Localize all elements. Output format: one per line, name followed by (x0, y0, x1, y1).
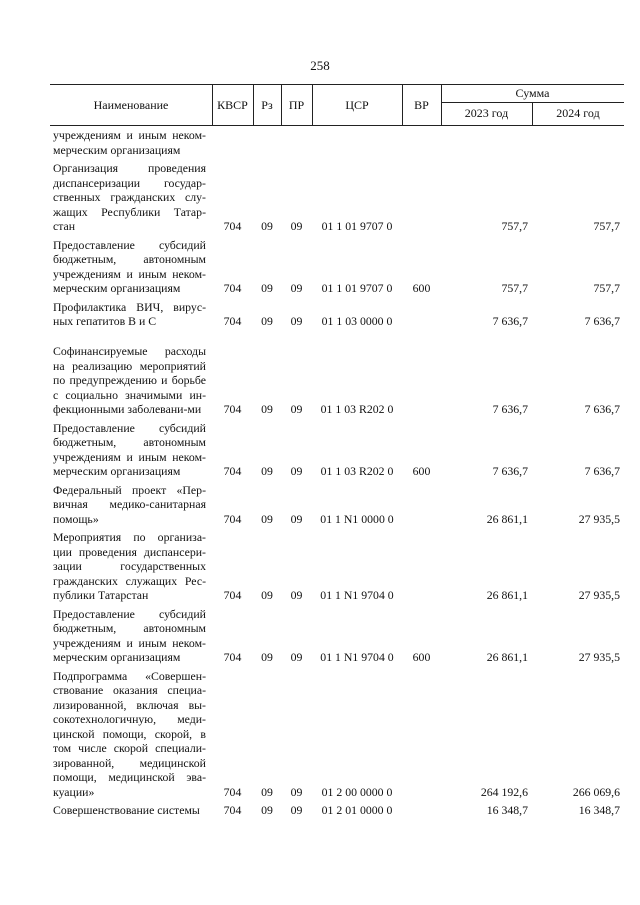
row-rz: 09 (261, 588, 273, 602)
row-csr: 01 2 01 0000 0 (321, 803, 393, 817)
table-row (50, 607, 624, 669)
row-csr: 01 1 N1 9704 0 (320, 650, 394, 664)
row-sum-2024: 27 935,5 (578, 588, 620, 602)
row-sum-2023 (441, 126, 532, 161)
table-row (50, 300, 624, 333)
table-row (50, 126, 624, 161)
row-rz: 09 (261, 803, 273, 817)
row-pr: 09 (290, 803, 303, 817)
row-csr: 01 1 03 R202 0 (320, 464, 394, 478)
table-header (50, 84, 624, 126)
table-row (50, 669, 624, 804)
row-sum-2024: 27 935,5 (578, 511, 620, 526)
row-rz: 09 (261, 402, 273, 416)
row-name: Предоставление субсидий бюджетным, автономным учреждениям и иным неком-мерческим организациям (53, 420, 206, 478)
row-sum-2023: 26 861,1 (486, 650, 528, 664)
row-csr: 01 1 N1 9704 0 (320, 588, 394, 602)
table-row (50, 530, 624, 607)
row-sum-2023: 7 636,7 (492, 464, 528, 478)
row-pr (281, 126, 312, 161)
budget-table (50, 126, 624, 823)
row-rz: 09 (261, 281, 273, 295)
row-rz: 09 (261, 650, 273, 664)
row-csr: 01 1 01 9707 0 (321, 219, 393, 233)
row-pr: 09 (290, 314, 303, 328)
header-pr: ПР (288, 97, 305, 112)
row-vr (402, 161, 441, 238)
row-sum-2023: 7 636,7 (492, 314, 528, 328)
row-name: учреждениям и иным неком-мерческим организациям (53, 128, 206, 157)
header-rz: Рз (261, 97, 273, 112)
row-csr: 01 1 03 R202 0 (320, 402, 394, 416)
row-kvsr: 704 (223, 511, 242, 526)
row-kvsr: 704 (223, 784, 242, 799)
row-name: Мероприятия по организа-ции проведения диспансери-зации государственных гражданских служащих Рес-публики Татарстан (53, 530, 206, 602)
row-rz: 09 (261, 464, 273, 478)
row-pr: 09 (290, 464, 303, 478)
row-pr: 09 (290, 281, 303, 295)
row-sum-2023: 26 861,1 (486, 511, 528, 526)
row-kvsr: 704 (223, 650, 242, 664)
row-vr: 600 (412, 464, 431, 478)
row-kvsr (212, 126, 253, 161)
row-name: Профилактика ВИЧ, вирус-ных гепатитов В и С (53, 299, 206, 328)
header-year-2023: 2023 год (464, 106, 509, 120)
row-vr (402, 669, 441, 804)
row-name: Софинансируемые расходы на реализацию мероприятий по предупреждению и борьбе с социально значимыми ин-фекционными заболевани-ми (53, 344, 206, 416)
row-sum-2024: 7 636,7 (584, 402, 620, 416)
row-kvsr: 704 (223, 281, 242, 295)
table-row (50, 238, 624, 300)
table-row (50, 333, 624, 421)
row-sum-2023: 757,7 (501, 281, 528, 295)
row-kvsr: 704 (223, 588, 242, 602)
row-csr: 01 1 01 9707 0 (321, 281, 393, 295)
row-sum-2024: 27 935,5 (578, 650, 620, 664)
row-sum-2023: 264 192,6 (480, 784, 528, 799)
row-rz (253, 126, 281, 161)
header-year-2024: 2024 год (556, 106, 600, 120)
row-sum-2024: 757,7 (593, 281, 620, 295)
row-vr (402, 483, 441, 531)
row-sum-2023: 7 636,7 (492, 402, 528, 416)
row-rz: 09 (261, 219, 273, 233)
row-pr: 09 (290, 219, 303, 233)
row-sum-2024: 7 636,7 (584, 314, 620, 328)
page-number: 258 (310, 58, 330, 73)
row-sum-2023: 16 348,7 (486, 803, 528, 817)
row-sum-2023: 757,7 (501, 219, 528, 233)
row-csr (312, 126, 402, 161)
row-name: Федеральный проект «Пер-вичная медико-санитарная помощь» (53, 482, 206, 526)
row-rz: 09 (261, 511, 273, 526)
row-kvsr: 704 (223, 402, 242, 416)
row-vr (402, 333, 441, 421)
row-name: Организация проведения диспансеризации государ-ственных гражданских слу-жащих Республики Татар-стан (53, 161, 206, 233)
row-vr (402, 803, 441, 823)
header-vr: ВР (414, 97, 429, 112)
row-vr: 600 (412, 281, 431, 295)
row-kvsr: 704 (223, 219, 242, 233)
header-kvsr: КВСР (217, 97, 248, 112)
row-csr: 01 1 03 0000 0 (321, 314, 393, 328)
row-pr: 09 (290, 511, 303, 526)
table-row (50, 161, 624, 238)
row-kvsr: 704 (223, 803, 242, 817)
row-name: Подпрограмма «Совершен-ствование оказания специа-лизированной, включая вы-сокотехнологичную, меди-цинской помощи, скорой, в том числе скорой специали-зированной, медицинской помощи, медицинской эва-куации» (53, 668, 206, 799)
row-kvsr: 704 (223, 314, 242, 328)
row-vr (402, 300, 441, 333)
header-name: Наименование (93, 97, 169, 112)
row-sum-2024 (532, 126, 624, 161)
row-rz: 09 (261, 784, 273, 799)
row-kvsr: 704 (223, 464, 242, 478)
row-sum-2023: 26 861,1 (486, 588, 528, 602)
row-sum-2024: 757,7 (593, 219, 620, 233)
row-vr: 600 (412, 650, 431, 664)
row-rz: 09 (261, 314, 273, 328)
table-row (50, 421, 624, 483)
row-pr: 09 (290, 650, 303, 664)
row-pr: 09 (290, 784, 303, 799)
row-pr: 09 (290, 402, 303, 416)
row-sum-2024: 7 636,7 (584, 464, 620, 478)
header-sum: Сумма (515, 85, 550, 100)
row-vr (402, 530, 441, 607)
row-sum-2024: 266 069,6 (572, 784, 620, 799)
row-csr: 01 1 N1 0000 0 (320, 511, 394, 526)
row-name: Предоставление субсидий бюджетным, автономным учреждениям и иным неком-мерческим организациям (53, 237, 206, 295)
row-csr: 01 2 00 0000 0 (321, 784, 393, 799)
row-sum-2024: 16 348,7 (578, 803, 620, 817)
row-name: Предоставление субсидий бюджетным, автономным учреждениям и иным неком-мерческим организациям (53, 606, 206, 664)
row-name: Совершенствование системы (53, 803, 200, 817)
table-row (50, 483, 624, 531)
header-csr: ЦСР (345, 97, 369, 112)
row-vr (402, 126, 441, 161)
row-pr: 09 (290, 588, 303, 602)
table-row (50, 803, 624, 823)
